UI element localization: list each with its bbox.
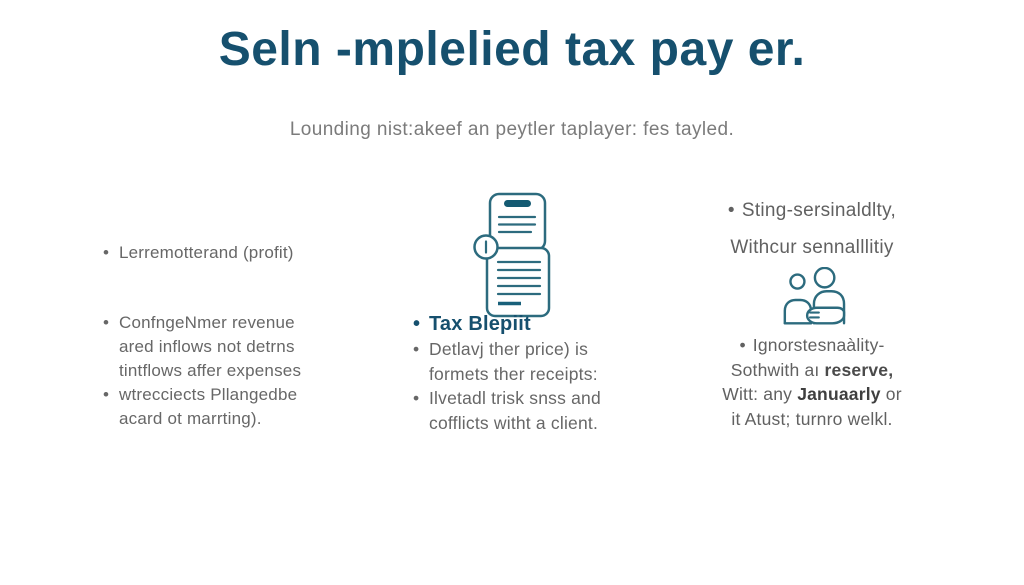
list-line bbox=[103, 311, 393, 335]
list-text: it Atust; turnro welkl. bbox=[731, 408, 893, 429]
list-line bbox=[413, 337, 658, 362]
bullet-marker: • bbox=[413, 388, 420, 408]
list-text: formets ther receipts: bbox=[429, 363, 598, 384]
list-line bbox=[683, 235, 941, 261]
bullet-marker: • bbox=[103, 243, 110, 262]
bullet-marker: • bbox=[413, 339, 420, 359]
list-line bbox=[103, 359, 393, 383]
list-line bbox=[683, 382, 941, 407]
bullet-marker: • bbox=[103, 385, 110, 404]
emphasized-text: reserve, bbox=[824, 359, 894, 380]
handshake-icon-svg bbox=[772, 267, 852, 333]
tax-document-icon bbox=[461, 190, 553, 324]
center-heading bbox=[413, 312, 658, 337]
list-text: wtrecciects Pllangedbe bbox=[119, 385, 298, 404]
page-subtitle: Lounding nist:akeef an peytler taplayer: fes tayled. bbox=[289, 119, 735, 140]
tax-document-icon-svg bbox=[461, 190, 553, 324]
list-line bbox=[103, 335, 393, 359]
list-line bbox=[683, 198, 941, 224]
page-title: Seln -mplelied tax pay er. bbox=[218, 23, 806, 76]
list-line bbox=[413, 386, 658, 411]
heading-text: Tax Blepiit bbox=[429, 313, 531, 335]
bullet-marker: • bbox=[413, 313, 421, 335]
list-line bbox=[413, 411, 658, 436]
list-text: Detlavj ther price) is bbox=[429, 339, 589, 359]
list-line bbox=[683, 358, 941, 383]
list-text: Witt: any bbox=[722, 384, 798, 404]
list-text: Ilvetadl trisk snss and bbox=[429, 388, 601, 408]
list-text: ConfngeNmer revenue bbox=[119, 313, 295, 332]
handshake-icon bbox=[683, 267, 941, 333]
emphasized-text: Januaarly bbox=[797, 384, 881, 404]
list-text: Withcur sennalllitiy bbox=[730, 237, 894, 258]
bullet-marker: • bbox=[727, 200, 735, 221]
list-line bbox=[103, 241, 393, 265]
list-line bbox=[413, 362, 658, 387]
right-column bbox=[683, 198, 941, 431]
right-bottom-block bbox=[683, 333, 941, 431]
list-text: acard ot marrting). bbox=[119, 409, 262, 428]
bullet-marker: • bbox=[103, 313, 110, 332]
list-text: Ignorstesnaàlity- bbox=[752, 335, 885, 355]
left-column bbox=[103, 241, 393, 431]
list-line bbox=[103, 407, 393, 431]
list-text: Sothwith aı bbox=[730, 359, 825, 380]
list-text: Lerremotterand (profit) bbox=[119, 243, 294, 262]
center-column bbox=[413, 312, 658, 435]
list-text: Sting-sersinaldlty, bbox=[741, 200, 897, 221]
list-text: or bbox=[880, 384, 902, 404]
list-line bbox=[103, 383, 393, 407]
list-line bbox=[683, 407, 941, 432]
list-text: cofflicts witht a client. bbox=[429, 412, 599, 433]
list-text: ared inflows not detrns bbox=[119, 337, 295, 356]
list-text: tintflows affer expenses bbox=[119, 361, 302, 380]
list-line bbox=[683, 333, 941, 358]
bullet-marker: • bbox=[739, 335, 746, 355]
